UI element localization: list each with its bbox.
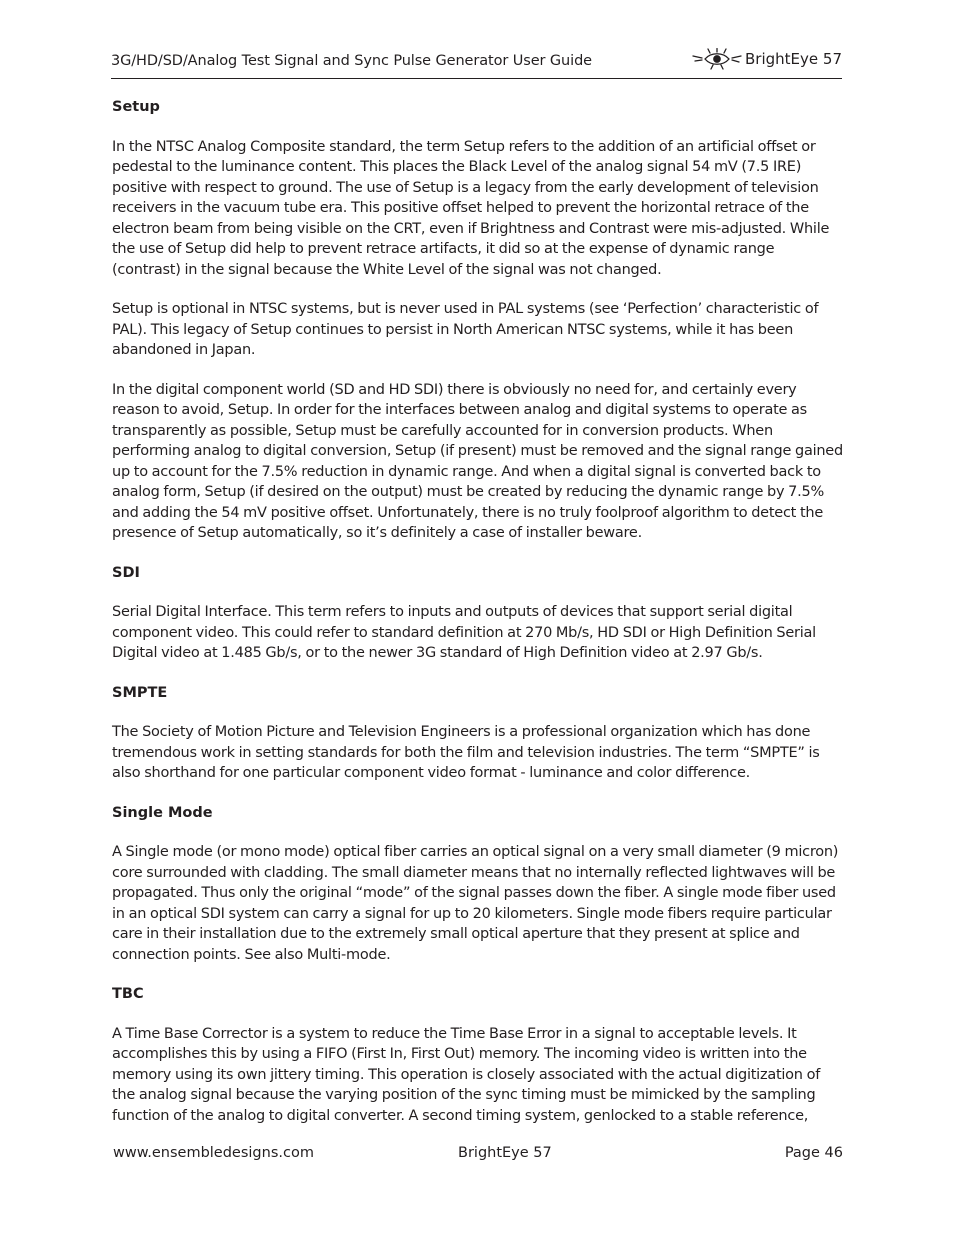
eye-logo-icon <box>692 48 742 70</box>
paragraph: The Society of Motion Picture and Television Engineers is a professional organization which has done tremendous work in setting standards for both the film and television industries. The term “SMPTE” is also shorthand for one particular component video format - luminance and color difference. <box>112 724 820 781</box>
section-heading-tbc: TBC <box>112 986 144 1002</box>
brand <box>692 48 842 70</box>
paragraph: A Time Base Corrector is a system to reduce the Time Base Error in a signal to acceptable levels. It accomplishes this by using a FIFO (First In, First Out) memory. The incoming video is written into the memory using its own jittery timing. This operation is closely associated with the actual digitization of the analog signal because the varying position of the sync timing must be mimicked by the sampling function of the analog to digital converter. A second timing system, genlocked to a stable reference, <box>112 1025 821 1124</box>
brand-name: BrightEye 57 <box>745 50 842 68</box>
paragraph: Setup is optional in NTSC systems, but is never used in PAL systems (see ‘Perfection’ characteristic of PAL). This legacy of Setup continues to persist in North American NTSC systems, while it has been abandoned in Japan. <box>112 301 819 358</box>
page-footer <box>113 1145 843 1167</box>
document-title: 3G/HD/SD/Analog Test Signal and Sync Pulse Generator User Guide <box>111 53 592 69</box>
section-heading-sdi: SDI <box>112 564 140 581</box>
footer-website-link[interactable]: www.ensembledesigns.com <box>113 1145 314 1161</box>
footer-product-name: BrightEye 57 <box>458 1145 552 1161</box>
section-heading-single-mode: Single Mode <box>112 804 213 821</box>
page-header <box>111 48 842 79</box>
paragraph: In the NTSC Analog Composite standard, the term Setup refers to the addition of an artificial offset or pedestal to the luminance content. This places the Black Level of the analog signal 54 mV (7.5 IRE) positive with respect to ground. The use of Setup is a legacy from the early development of television receivers in the vacuum tube era. This positive offset helped to prevent the horizontal retrace of the electron beam from being visible on the CRT, even if Brightness and Contrast were mis-adjusted. While the use of Setup did help to prevent retrace artifacts, it did so at the expense of dynamic range (contrast) in the signal because the White Level of the signal was not changed. <box>112 138 830 278</box>
paragraph: A Single mode (or mono mode) optical fiber carries an optical signal on a very small diameter (9 micron) core surrounded with cladding. The small diameter means that no internally reflected lightwaves will be propagated. Thus only the original “mode” of the signal passes down the fiber. A single mode fiber used in an optical SDI system can carry a signal for up to 20 kilometers. Single mode fibers require particular care in their installation due to the extremely small optical aperture that they present at splice and connection points. See also Multi-mode. <box>112 844 839 963</box>
document-body <box>112 97 843 1145</box>
paragraph: In the digital component world (SD and HD SDI) there is obviously no need for, and certainly every reason to avoid, Setup. In order for the interfaces between analog and digital systems to operate as transparently as possible, Setup must be carefully accounted for in conversion products. When performing analog to digital conversion, Setup (if present) must be removed and the signal range gained up to account for the 7.5% reduction in dynamic range. And when a digital signal is converted back to analog form, Setup (if desired on the output) must be created by reducing the dynamic range by 7.5% and adding the 54 mV positive offset. Unfortunately, there is no truly foolproof algorithm to detect the presence of Setup automatically, so it’s definitely a case of installer beware. <box>112 381 843 541</box>
section-heading-setup: Setup <box>112 99 160 115</box>
section-heading-smpte: SMPTE <box>112 684 168 701</box>
paragraph: Serial Digital Interface. This term refers to inputs and outputs of devices that support serial digital component video. This could refer to standard definition at 270 Mb/s, HD SDI or High Definition Serial Digital video at 1.485 Gb/s, or to the newer 3G standard of High Definition video at 2.97 Gb/s. <box>112 604 816 661</box>
page-number: Page 46 <box>784 1145 843 1161</box>
